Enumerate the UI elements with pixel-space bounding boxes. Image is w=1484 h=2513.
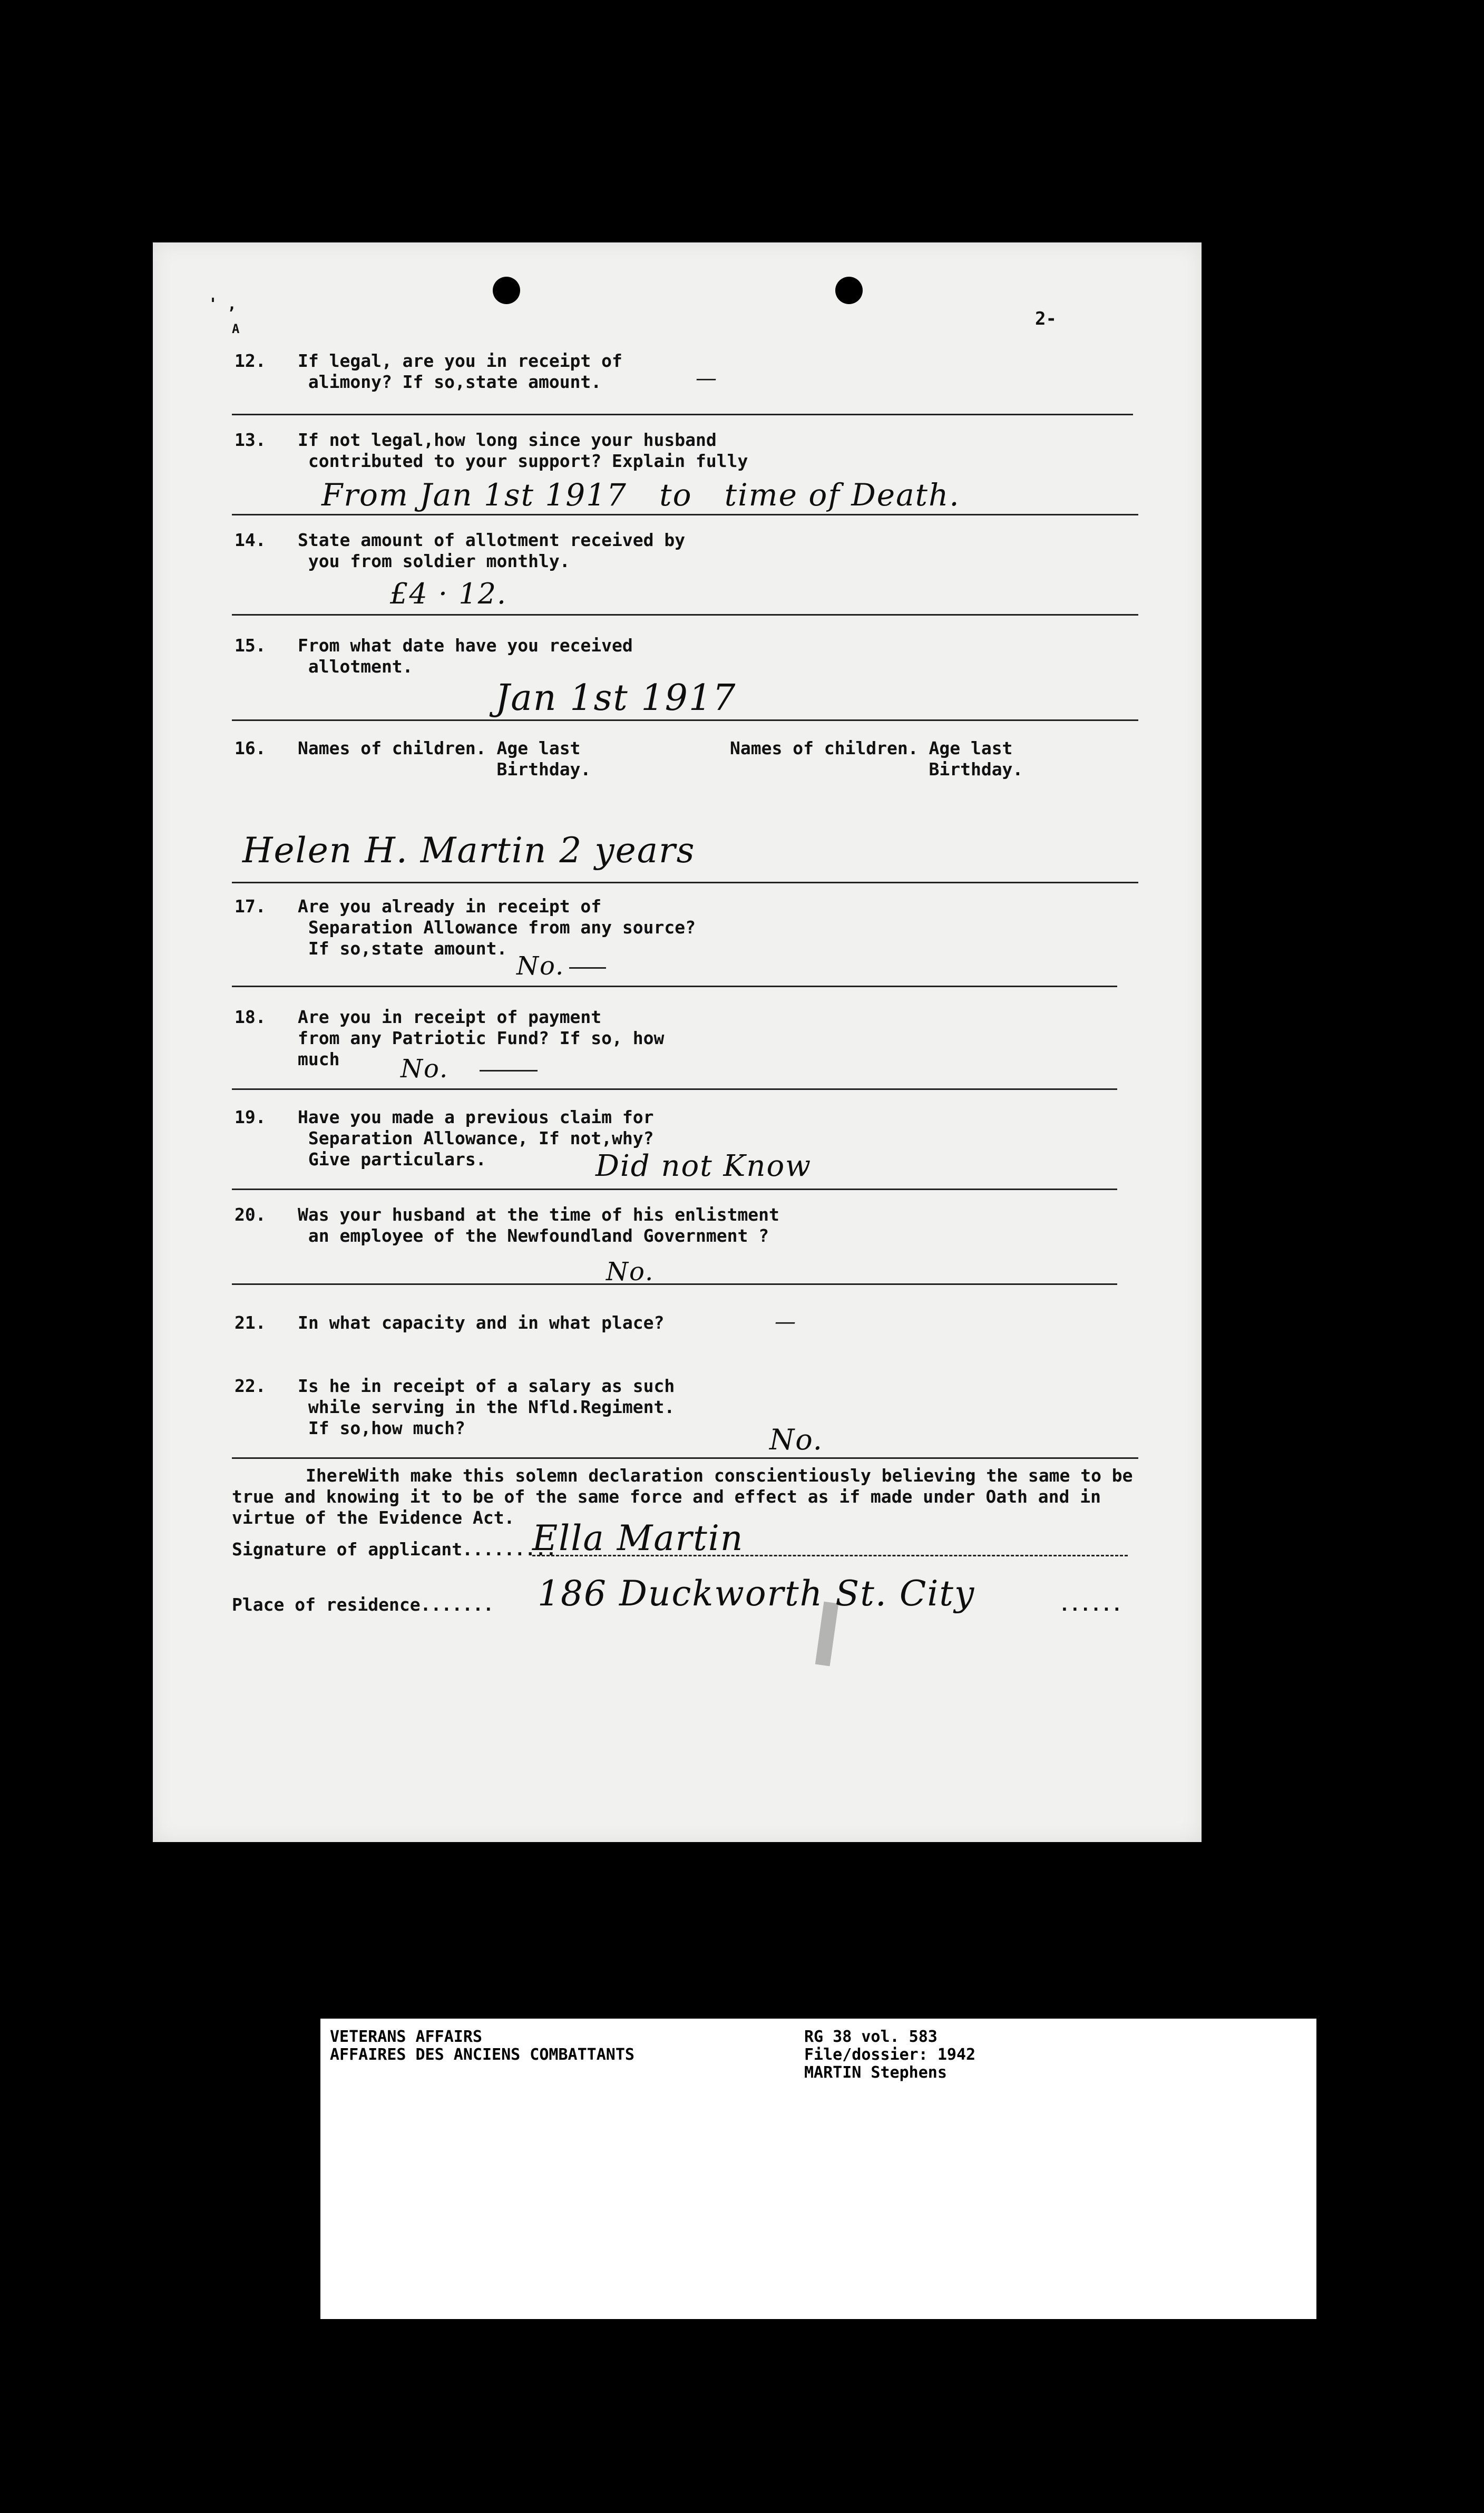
answer-line xyxy=(232,719,1138,721)
answer-handwriting: Did not Know xyxy=(595,1149,812,1183)
question-text: Is he in receipt of a salary as such while serving in the Nfld.Regiment. If so,how much? xyxy=(298,1376,675,1438)
answer-line xyxy=(232,614,1138,616)
question-text: If not legal,how long since your husband contributed to your support? Explain fully xyxy=(298,430,748,471)
question-number: 16. xyxy=(235,738,266,758)
signature-line xyxy=(532,1555,1128,1556)
question-text: Was your husband at the time of his enlistment an employee of the Newfoundland Government ? xyxy=(298,1204,779,1246)
answer-handwriting: — xyxy=(696,366,718,391)
answer-line xyxy=(232,1283,1117,1285)
punch-hole xyxy=(835,277,863,304)
archive-reference-card xyxy=(320,2019,1316,2319)
residence-dots: ...... xyxy=(1059,1594,1122,1615)
signature-label: Signature of applicant......... xyxy=(232,1539,556,1560)
question-number: 19. xyxy=(235,1107,266,1127)
answer-handwriting: Helen H. Martin 2 years xyxy=(242,830,696,871)
question-number: 17. xyxy=(235,896,266,917)
page-number: 2- xyxy=(1035,308,1057,329)
answer-handwriting: £4 · 12. xyxy=(390,577,507,610)
question-number: 20. xyxy=(235,1204,266,1225)
question-text: Names of children. Age last Birthday. xyxy=(298,738,591,780)
answer-dash xyxy=(480,1070,538,1072)
answer-line xyxy=(232,1189,1117,1190)
declaration-text: IhereWith make this solemn declaration conscientiously believing the same to be true and knowing it to be of the same force and effect as if made under Oath and in virtue of the Evidence Act. xyxy=(232,1465,1133,1528)
form-page xyxy=(153,242,1202,1842)
answer-handwriting: Jan 1st 1917 xyxy=(495,677,737,719)
question-text: Names of children. Age last Birthday. xyxy=(730,738,1023,780)
soldier-name: MARTIN Stephens xyxy=(804,2063,947,2082)
answer-line xyxy=(232,1088,1117,1090)
answer-line xyxy=(232,514,1138,515)
signature-handwriting: Ella Martin xyxy=(532,1518,744,1559)
residence-label: Place of residence....... xyxy=(232,1594,494,1615)
question-text: In what capacity and in what place? xyxy=(298,1312,665,1333)
question-number: 18. xyxy=(235,1007,266,1027)
question-text: State amount of allotment received by you from soldier monthly. xyxy=(298,530,686,571)
corner-mark: A xyxy=(232,322,240,336)
punch-hole xyxy=(493,277,520,304)
question-text: If legal, are you in receipt of alimony? If so,state amount. xyxy=(298,350,622,392)
question-text: Are you already in receipt of Separation Allowance from any source? If so,state amount. xyxy=(298,896,696,959)
question-number: 13. xyxy=(235,430,266,450)
answer-handwriting: No. xyxy=(516,951,565,981)
answer-handwriting: No. xyxy=(401,1054,449,1084)
file-number: File/dossier: 1942 xyxy=(804,2046,976,2064)
question-number: 12. xyxy=(235,350,266,371)
margin-mark: ' , xyxy=(208,295,237,314)
answer-handwriting: From Jan 1st 1917 to time of Death. xyxy=(321,477,960,513)
question-number: 14. xyxy=(235,530,266,550)
answer-handwriting: No. xyxy=(606,1257,655,1287)
answer-handwriting: No. xyxy=(769,1423,823,1456)
answer-handwriting: — xyxy=(775,1310,797,1334)
answer-line xyxy=(232,882,1138,883)
question-number: 21. xyxy=(235,1312,266,1333)
question-number: 22. xyxy=(235,1376,266,1396)
org-name-fr: AFFAIRES DES ANCIENS COMBATTANTS xyxy=(330,2046,634,2064)
answer-line xyxy=(232,986,1117,987)
org-name-en: VETERANS AFFAIRS xyxy=(330,2028,482,2046)
archive-reference: RG 38 vol. 583 xyxy=(804,2028,938,2046)
question-number: 15. xyxy=(235,635,266,656)
answer-line xyxy=(232,1457,1138,1459)
residence-handwriting: 186 Duckworth St. City xyxy=(538,1573,975,1614)
answer-dash xyxy=(569,967,606,969)
question-text: Have you made a previous claim for Separation Allowance, If not,why? Give particulars. xyxy=(298,1107,654,1170)
question-text: Are you in receipt of payment from any Patriotic Fund? If so, how much xyxy=(298,1007,665,1069)
answer-line xyxy=(232,414,1133,415)
question-text: From what date have you received allotment. xyxy=(298,635,633,677)
